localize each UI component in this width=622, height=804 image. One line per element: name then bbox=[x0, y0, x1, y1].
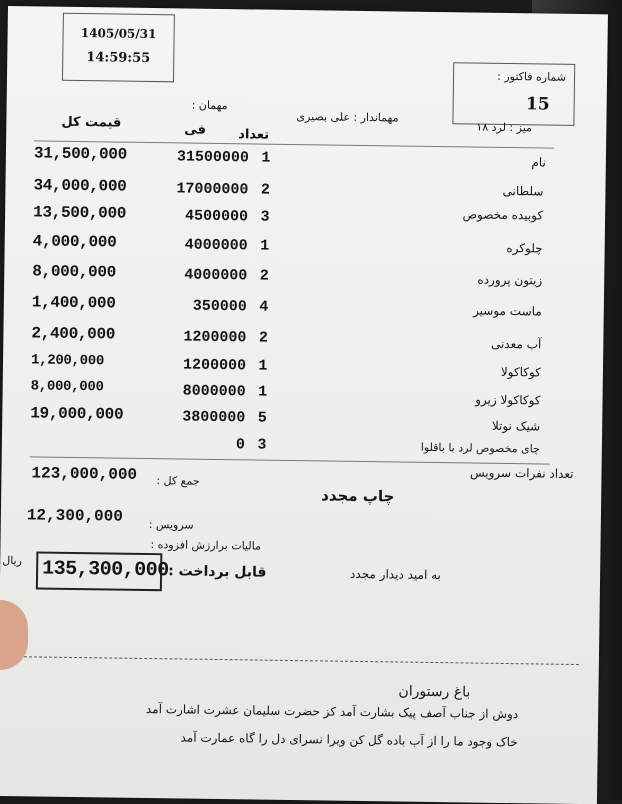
item-unit-price: 31500000 bbox=[176, 148, 250, 167]
service-label: سرویس : bbox=[148, 518, 194, 532]
item-name: آب معدنی bbox=[490, 336, 542, 352]
item-unit-price: 1200000 bbox=[182, 356, 247, 375]
item-qty: 3 bbox=[260, 208, 270, 226]
invoice-label: شماره فاکتور : bbox=[497, 69, 567, 84]
item-qty: 4 bbox=[259, 298, 269, 316]
table-row bbox=[33, 171, 563, 203]
item-qty: 1 bbox=[258, 383, 268, 401]
header-unit: فی bbox=[184, 122, 207, 138]
guest-label: مهمان : bbox=[191, 98, 228, 113]
restaurant-name: باغ رستوران bbox=[398, 683, 471, 701]
item-qty: 2 bbox=[258, 329, 269, 347]
service-value: 12,300,000 bbox=[26, 506, 124, 526]
currency-label: ریال bbox=[2, 553, 23, 568]
item-unit-price: 350000 bbox=[192, 297, 247, 316]
vat-label: مالیات برارزش افزوده : bbox=[150, 538, 261, 553]
footer-divider bbox=[19, 656, 579, 665]
item-total: 19,000,000 bbox=[30, 404, 124, 424]
table-row bbox=[30, 431, 560, 463]
header-qty: تعداد bbox=[238, 127, 270, 143]
item-total: 8,000,000 bbox=[30, 378, 104, 396]
item-unit-price: 0 bbox=[235, 436, 246, 454]
reprint-label: چاپ مجدد bbox=[321, 486, 395, 506]
item-name: شیک نوتلا bbox=[491, 418, 541, 434]
item-total: 1,400,000 bbox=[31, 293, 116, 313]
item-qty: 1 bbox=[260, 237, 270, 255]
table-row bbox=[33, 203, 563, 235]
invoice-number-box bbox=[452, 62, 575, 126]
payable-value: 135,300,000 bbox=[41, 557, 169, 583]
item-total: 8,000,000 bbox=[32, 262, 117, 282]
header-total: قیمت کل bbox=[61, 114, 122, 131]
item-qty: 1 bbox=[261, 149, 271, 167]
receipt-paper bbox=[0, 6, 608, 804]
table-label: میز : لرد ۱۸ bbox=[476, 120, 533, 135]
item-name: کوکاکولا زیرو bbox=[475, 392, 541, 408]
item-unit-price: 1200000 bbox=[183, 328, 247, 347]
table-row bbox=[32, 232, 562, 264]
farewell-text: به امید دیدار مجدد bbox=[350, 566, 442, 583]
service-count-label: تعداد نفرات سرویس bbox=[469, 465, 574, 481]
item-unit-price: 4000000 bbox=[184, 266, 248, 285]
sum-label: جمع کل : bbox=[156, 474, 200, 488]
item-name: چلوکره bbox=[506, 240, 543, 256]
item-unit-price: 3800000 bbox=[182, 408, 246, 427]
item-unit-price: 17000000 bbox=[176, 180, 249, 199]
item-name: چای مخصوص لرد با باقلوا bbox=[420, 440, 540, 456]
receipt-time: 14:59:55 bbox=[86, 50, 151, 66]
item-unit-price: 8000000 bbox=[182, 382, 246, 401]
item-total: 2,400,000 bbox=[31, 324, 116, 344]
receipt-date: 1405/05/31 bbox=[80, 26, 157, 42]
item-total: 1,200,000 bbox=[30, 352, 105, 370]
table-row bbox=[31, 324, 561, 356]
host-label: مهماندار : علی بصیری bbox=[296, 110, 399, 125]
item-total: 34,000,000 bbox=[33, 176, 127, 196]
item-qty: 5 bbox=[257, 409, 267, 427]
item-unit-price: 4000000 bbox=[184, 236, 248, 255]
item-unit-price: 4500000 bbox=[184, 207, 249, 226]
item-name: کوبیده مخصوص bbox=[462, 207, 544, 223]
datetime-box bbox=[62, 13, 175, 83]
item-name: سلطانی bbox=[502, 183, 544, 199]
item-qty: 2 bbox=[260, 181, 271, 199]
item-qty: 1 bbox=[258, 357, 268, 375]
poem-line-1: دوش از جناب آصف پیک بشارت آمد کز حضرت سلیمان عشرت اشارت آمد bbox=[145, 701, 519, 722]
header-name: نام bbox=[531, 155, 546, 170]
item-name: کوکاکولا bbox=[500, 364, 542, 380]
table-row bbox=[32, 262, 562, 294]
item-total: 31,500,000 bbox=[33, 144, 128, 164]
sum-value: 123,000,000 bbox=[31, 464, 138, 484]
table-row bbox=[32, 293, 562, 325]
item-total: 4,000,000 bbox=[32, 232, 117, 252]
item-name: ماست موسیر bbox=[473, 303, 542, 319]
item-name: زیتون پرورده bbox=[477, 272, 543, 288]
invoice-number: 15 bbox=[525, 94, 550, 115]
item-total: 13,500,000 bbox=[32, 203, 127, 223]
payable-box bbox=[36, 551, 169, 591]
poem-line-2: خاک وجود ما را از آب باده گل کن ویرا نسرای دل را گاه عمارت آمد bbox=[180, 730, 518, 750]
item-qty: 2 bbox=[259, 267, 269, 285]
payable-label: قابل برداخت : bbox=[168, 563, 267, 581]
item-qty: 3 bbox=[257, 436, 267, 454]
